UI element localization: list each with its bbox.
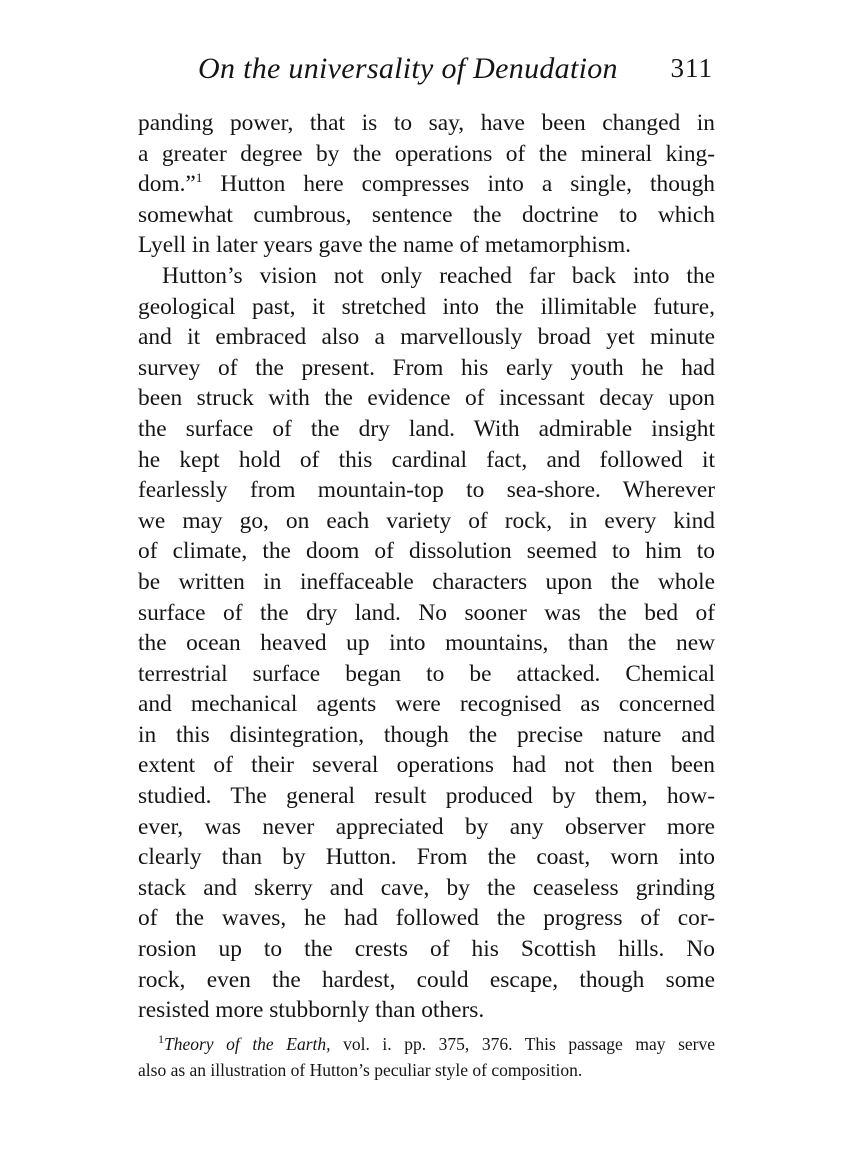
text-line: of the waves, he had followed the progress of cor- — [138, 905, 715, 932]
text-line: the surface of the dry land. With admirable insight — [138, 415, 715, 442]
footnote — [138, 1031, 715, 1083]
footnote-text: vol. i. pp. 375, 376. This passage may serve — [330, 1034, 715, 1054]
text-line: rock, even the hardest, could escape, though some — [138, 966, 715, 993]
text-line: surface of the dry land. No sooner was the bed of — [138, 599, 715, 626]
text-line: panding power, that is to say, have been changed in — [138, 110, 715, 136]
text-line: we may go, on each variety of rock, in every kind — [138, 507, 715, 534]
footnote-number: 1 — [158, 1032, 164, 1047]
text-line: geological past, it stretched into the illimitable future, — [138, 293, 715, 320]
text-line: stack and skerry and cave, by the ceaseless grinding — [138, 874, 715, 901]
text-line: resisted more stubbornly than others. — [138, 997, 485, 1024]
text-line: somewhat cumbrous, sentence the doctrine to which — [138, 201, 715, 228]
text-line: fearlessly from mountain-top to sea-shore. Wherever — [138, 477, 715, 504]
footnote-line — [138, 1031, 715, 1057]
running-head — [138, 52, 715, 92]
text-line: ever, was never appreciated by any observer more — [138, 813, 715, 840]
footnote-cited-title: Theory of the Earth, — [164, 1034, 331, 1054]
text-line: of climate, the doom of dissolution seemed to him to — [138, 538, 715, 565]
text-line: in this disintegration, though the precise nature and — [138, 721, 715, 748]
text-line-with-footnote — [138, 169, 715, 200]
text-line: Lyell in later years gave the name of metamorphism. — [138, 232, 631, 259]
page-number: 311 — [670, 53, 713, 83]
text-line: be written in ineffaceable characters upon the whole — [138, 568, 715, 595]
text-fragment: dom.” — [138, 171, 196, 198]
text-line: studied. The general result produced by them, how- — [138, 783, 715, 810]
text-line: clearly than by Hutton. From the coast, worn into — [138, 844, 715, 871]
text-line: the ocean heaved up into mountains, than the new — [138, 630, 715, 657]
text-line: extent of their several operations had not then been — [138, 752, 715, 779]
running-title: On the universality of Denudation — [198, 52, 618, 85]
text-line: a greater degree by the operations of the mineral king- — [138, 140, 715, 167]
text-line: rosion up to the crests of his Scottish hills. No — [138, 936, 715, 963]
text-line: been struck with the evidence of incessant decay upon — [138, 385, 715, 412]
text-line: and it embraced also a marvellously broad yet minute — [138, 324, 715, 351]
text-line: survey of the present. From his early youth he had — [138, 354, 715, 381]
paragraph-first-line: Hutton’s vision not only reached far back into the — [162, 262, 715, 289]
text-line: terrestrial surface began to be attacked. Chemical — [138, 660, 715, 687]
text-line: he kept hold of this cardinal fact, and followed it — [138, 446, 715, 473]
footnote-line: also as an illustration of Hutton’s peculiar style of composition. — [138, 1060, 583, 1080]
text-line: and mechanical agents were recognised as concerned — [138, 691, 715, 718]
footnote-reference: 1 — [195, 170, 203, 186]
body-text — [138, 108, 715, 1026]
text-fragment: Hutton here compresses into a single, though — [202, 171, 715, 198]
